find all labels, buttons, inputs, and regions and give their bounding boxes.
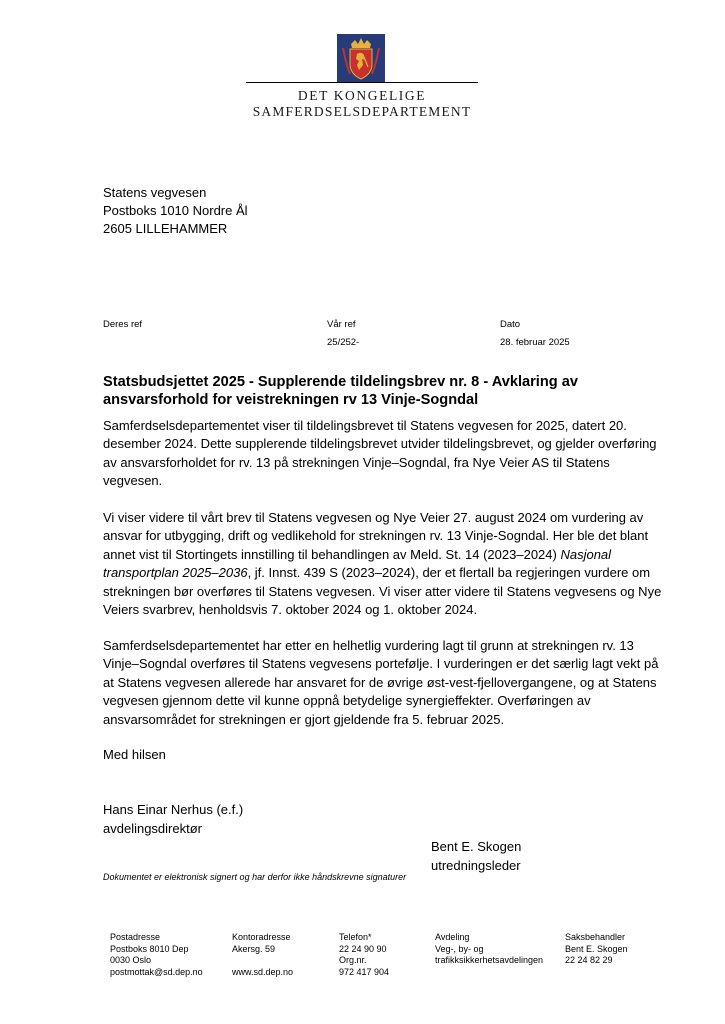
signature-1-name: Hans Einar Nerhus (e.f.) — [103, 802, 244, 817]
letter-title: Statsbudsjettet 2025 - Supplerende tildelingsbrev nr. 8 - Avklaring av ansvarsforhold for veistrekningen rv 13 Vinje-Sogndal — [103, 374, 578, 408]
footer-col4-line: trafikksikkerhetsavdelingen — [435, 955, 544, 966]
signature-1 — [103, 801, 243, 838]
footer-col2-line: Akersg. 59 — [232, 943, 276, 954]
footer-office-address — [232, 932, 293, 978]
logo-text-line2: SAMFERDSELSDEPARTEMENT — [252, 104, 472, 119]
footer-orgnr-label: Org.nr. — [339, 955, 367, 966]
paragraph-1 — [103, 417, 663, 491]
footer-col5-name: Bent E. Skogen — [565, 943, 628, 954]
footer-col1-heading: Postadresse — [110, 932, 161, 942]
footer-col5-phone: 22 24 82 29 — [565, 955, 613, 966]
signature-1-title: avdelingsdirektør — [103, 820, 202, 836]
electronic-signature-note: Dokumentet er elektronisk signert og har derfor ikke håndskrevne signaturer — [103, 872, 407, 882]
paragraph-2-text-a: Vi viser videre til vårt brev til Statens vegvesen og Nye Veier 27. august 2024 om vurdering av ansvar for utbygging, drift og vedlikehold for strekningen rv. 13 Vinje-Sogndal. Her ble det blant annet vist til Stortingets innstilling til behandlingen av Meld. St. 14 (2023–2024) — [103, 510, 649, 562]
logo-text-line1: DET KONGELIGE — [297, 88, 427, 103]
paragraph-3-text: Samferdselsdepartementet har etter en helhetlig vurdering lagt til grunn at strekningen rv. 13 Vinje–Sogndal overføres til Statens vegvesens portefølje. I vurderingen er det særlig lagt vekt på at Statens vegvesen allerede har ansvaret for de øvrige øst-vest-fjellovergangene, og at Statens vegvesen gjennom dette vil kunne oppnå betydelige synergieffekter. Overføringen av ansvarsområdet for strekningen er gjort gjeldende fra 5. februar 2025. — [103, 638, 659, 727]
footer-col4-line: Veg-, by- og — [435, 943, 484, 954]
recipient-address — [103, 184, 248, 238]
deres-ref-label: Deres ref — [103, 319, 143, 330]
signature-2-name: Bent E. Skogen — [431, 839, 522, 854]
footer-postal-address — [110, 932, 203, 978]
footer-case-officer — [565, 932, 628, 967]
recipient-name: Statens vegvesen — [103, 185, 207, 200]
footer-phone — [339, 932, 389, 978]
footer-col1-line: 0030 Oslo — [110, 955, 152, 966]
paragraph-1-text: Samferdselsdepartementet viser til tildelingsbrevet til Statens vegvesen for 2025, datert 20. desember 2024. Dette supplerende tildelingsbrevet utvider tildelingsbrevet, og gjelder overføring av ansvarsforholdet for rv. 13 på strekningen Vinje–Sogndal, fra Nye Veier AS til Statens vegvesen. — [103, 418, 657, 489]
footer-col2-heading: Kontoradresse — [232, 932, 291, 942]
paragraph-2 — [103, 509, 663, 619]
footer-col5-heading: Saksbehandler — [565, 932, 626, 942]
date-value: 28. februar 2025 — [500, 337, 570, 348]
date-label: Dato — [500, 319, 521, 330]
footer-website[interactable]: www.sd.dep.no — [232, 966, 294, 977]
footer-col3-heading: Telefon* — [339, 932, 372, 942]
footer-orgnr-value: 972 417 904 — [339, 966, 390, 977]
var-ref-value: 25/252- — [327, 337, 360, 348]
recipient-city: 2605 LILLEHAMMER — [103, 221, 228, 236]
paragraph-2-text-b: , jf. Innst. 439 S (2023–2024), der et flertall ba regjeringen vurdere om strekningen bør overføres til Statens vegvesen. Vi viser atter videre til Statens vegvesens og Nye Veiers svarbrev, henholdsvis 7. oktober 2024 og 1. oktober 2024. — [103, 565, 662, 618]
signature-2 — [431, 838, 521, 875]
footer-phone-number: 22 24 90 90 — [339, 943, 387, 954]
footer-col2-line — [232, 955, 293, 967]
recipient-postbox: Postboks 1010 Nordre Ål — [103, 203, 248, 218]
signature-2-title: utredningsleder — [431, 857, 521, 873]
paragraph-3 — [103, 637, 663, 729]
footer-col4-heading: Avdeling — [435, 932, 470, 942]
plan-title: Nasjonal transportplan 2025–2036 — [103, 546, 612, 581]
footer-email[interactable]: postmottak@sd.dep.no — [110, 966, 203, 977]
greeting: Med hilsen — [103, 747, 166, 762]
footer-col1-line: Postboks 8010 Dep — [110, 943, 189, 954]
logo-divider — [246, 82, 478, 83]
footer-department — [435, 932, 543, 967]
var-ref-label: Vår ref — [327, 319, 356, 330]
